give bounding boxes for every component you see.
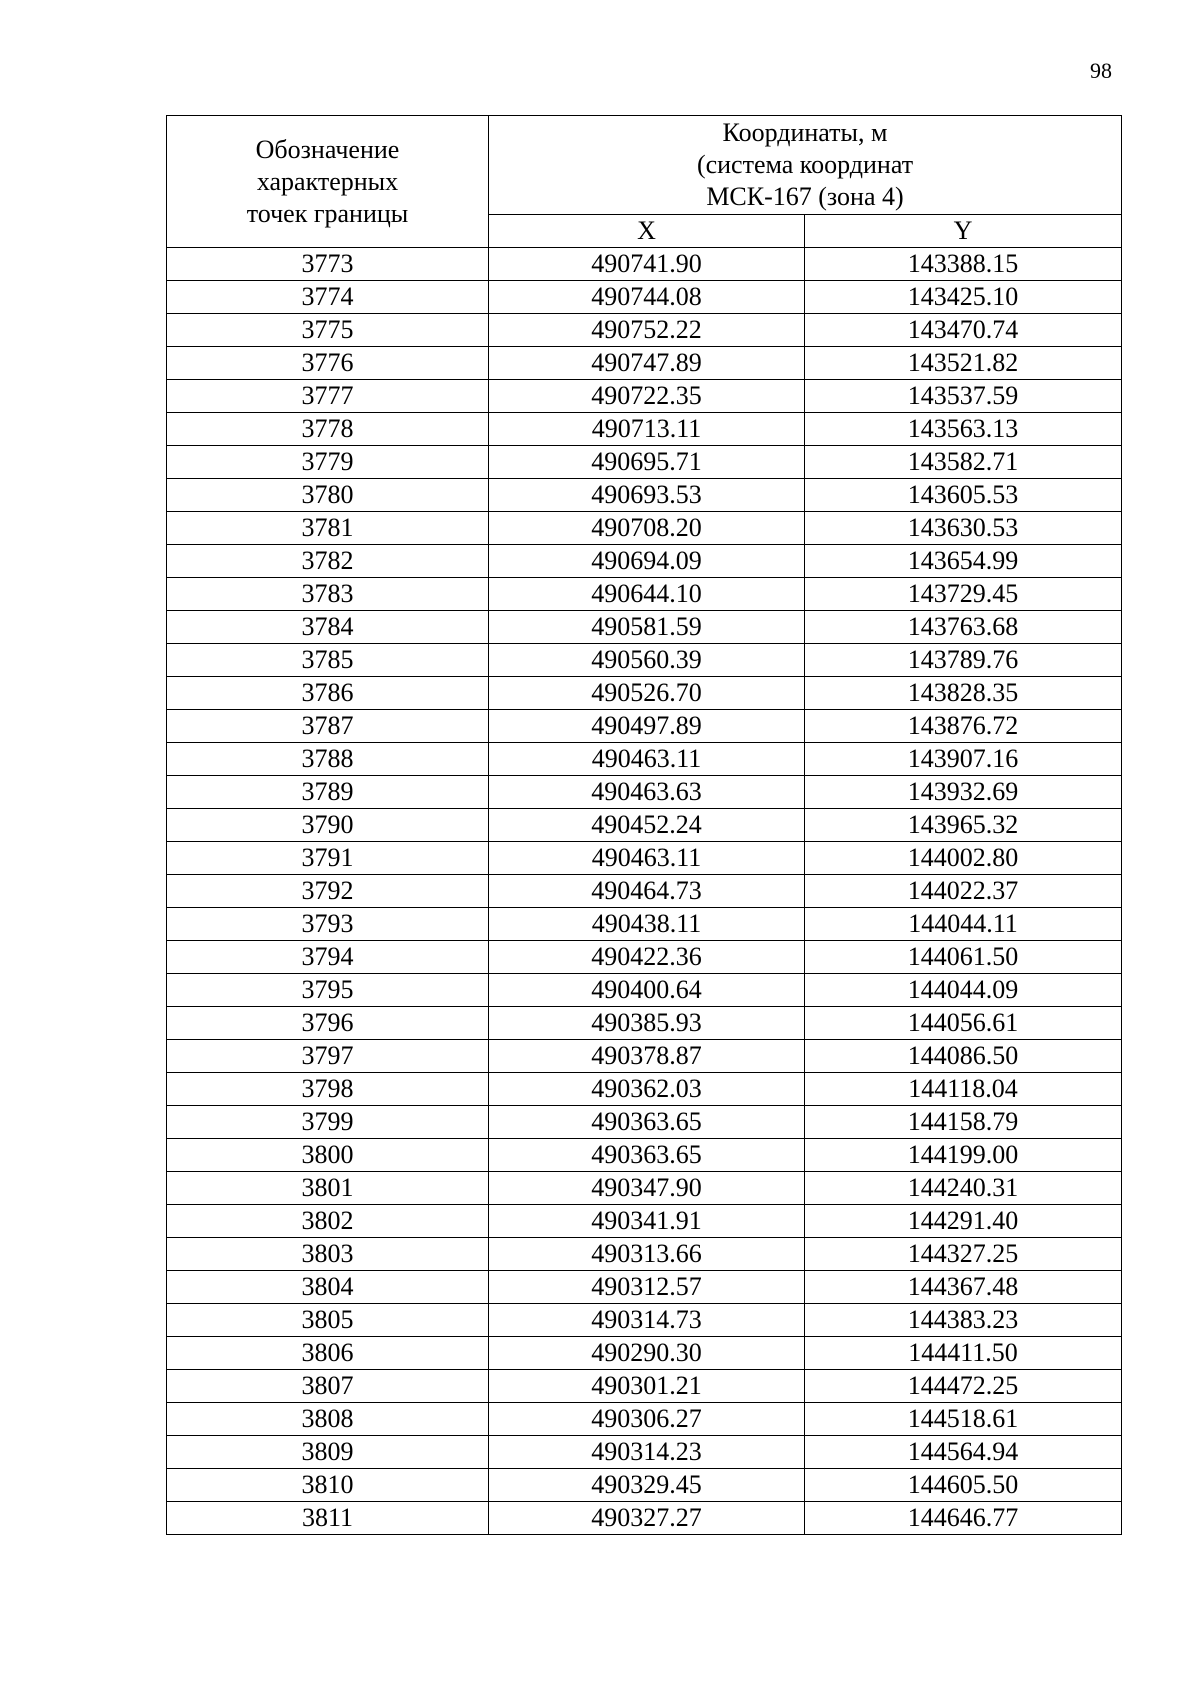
y-coordinate-cell: 143965.32 <box>805 809 1122 842</box>
page-number: 98 <box>1090 58 1112 83</box>
table-header <box>167 116 1122 248</box>
table-row <box>167 1205 1122 1238</box>
point-id-cell: 3777 <box>167 380 489 413</box>
y-coordinate-cell: 143907.16 <box>805 743 1122 776</box>
x-coordinate-cell: 490341.91 <box>489 1205 805 1238</box>
x-coordinate-cell: 490313.66 <box>489 1238 805 1271</box>
table-row <box>167 314 1122 347</box>
point-id-cell: 3806 <box>167 1337 489 1370</box>
y-coordinate-cell: 143537.59 <box>805 380 1122 413</box>
x-coordinate-cell: 490301.21 <box>489 1370 805 1403</box>
table-row <box>167 545 1122 578</box>
x-coordinate-cell: 490747.89 <box>489 347 805 380</box>
y-coordinate-cell: 144061.50 <box>805 941 1122 974</box>
table-row <box>167 1172 1122 1205</box>
point-id-cell: 3779 <box>167 446 489 479</box>
x-coordinate-cell: 490363.65 <box>489 1106 805 1139</box>
point-designation-header-label: Обозначение характерных точек границы <box>246 134 409 228</box>
x-coordinate-cell: 490422.36 <box>489 941 805 974</box>
table-row <box>167 1469 1122 1502</box>
table-row <box>167 776 1122 809</box>
point-id-cell: 3787 <box>167 710 489 743</box>
y-coordinate-cell: 144411.50 <box>805 1337 1122 1370</box>
table-row <box>167 413 1122 446</box>
point-id-cell: 3788 <box>167 743 489 776</box>
point-id-cell: 3807 <box>167 1370 489 1403</box>
x-coordinate-cell: 490526.70 <box>489 677 805 710</box>
x-coordinate-cell: 490378.87 <box>489 1040 805 1073</box>
y-coordinate-cell: 143605.53 <box>805 479 1122 512</box>
x-coordinate-cell: 490306.27 <box>489 1403 805 1436</box>
point-id-cell: 3781 <box>167 512 489 545</box>
table-row <box>167 644 1122 677</box>
x-coordinate-cell: 490744.08 <box>489 281 805 314</box>
x-coordinate-cell: 490741.90 <box>489 248 805 281</box>
y-coordinate-cell: 143563.13 <box>805 413 1122 446</box>
y-coordinate-cell: 144022.37 <box>805 875 1122 908</box>
table-row <box>167 281 1122 314</box>
x-coordinate-cell: 490400.64 <box>489 974 805 1007</box>
x-coordinate-cell: 490695.71 <box>489 446 805 479</box>
table-row <box>167 380 1122 413</box>
y-coordinate-cell: 144118.04 <box>805 1073 1122 1106</box>
point-id-cell: 3809 <box>167 1436 489 1469</box>
x-coordinate-cell: 490581.59 <box>489 611 805 644</box>
table-row <box>167 1040 1122 1073</box>
y-coordinate-cell: 144646.77 <box>805 1502 1122 1535</box>
table-row <box>167 248 1122 281</box>
y-coordinate-cell: 144518.61 <box>805 1403 1122 1436</box>
y-coordinate-cell: 144158.79 <box>805 1106 1122 1139</box>
point-id-cell: 3797 <box>167 1040 489 1073</box>
y-coordinate-cell: 144044.09 <box>805 974 1122 1007</box>
y-coordinate-cell: 144086.50 <box>805 1040 1122 1073</box>
x-coordinate-cell: 490314.23 <box>489 1436 805 1469</box>
point-id-cell: 3791 <box>167 842 489 875</box>
table-row <box>167 611 1122 644</box>
point-id-cell: 3789 <box>167 776 489 809</box>
y-coordinate-cell: 143388.15 <box>805 248 1122 281</box>
point-id-cell: 3780 <box>167 479 489 512</box>
point-designation-header <box>167 116 489 248</box>
point-id-cell: 3795 <box>167 974 489 1007</box>
point-id-cell: 3785 <box>167 644 489 677</box>
point-id-cell: 3802 <box>167 1205 489 1238</box>
x-coordinate-cell: 490347.90 <box>489 1172 805 1205</box>
point-id-cell: 3794 <box>167 941 489 974</box>
table-row <box>167 842 1122 875</box>
y-coordinate-cell: 144367.48 <box>805 1271 1122 1304</box>
table-row <box>167 1337 1122 1370</box>
point-id-cell: 3804 <box>167 1271 489 1304</box>
table-row <box>167 1139 1122 1172</box>
y-coordinate-cell: 144383.23 <box>805 1304 1122 1337</box>
y-coordinate-cell: 143763.68 <box>805 611 1122 644</box>
point-id-cell: 3783 <box>167 578 489 611</box>
x-coordinate-cell: 490362.03 <box>489 1073 805 1106</box>
x-coordinate-cell: 490644.10 <box>489 578 805 611</box>
table-row <box>167 710 1122 743</box>
table-row <box>167 446 1122 479</box>
point-id-cell: 3773 <box>167 248 489 281</box>
y-coordinate-cell: 143582.71 <box>805 446 1122 479</box>
y-coordinate-cell: 144291.40 <box>805 1205 1122 1238</box>
point-id-cell: 3790 <box>167 809 489 842</box>
point-id-cell: 3803 <box>167 1238 489 1271</box>
x-coordinate-cell: 490708.20 <box>489 512 805 545</box>
x-column-header: X <box>489 215 805 248</box>
y-coordinate-cell: 144240.31 <box>805 1172 1122 1205</box>
y-coordinate-cell: 144199.00 <box>805 1139 1122 1172</box>
x-coordinate-cell: 490713.11 <box>489 413 805 446</box>
y-coordinate-cell: 144327.25 <box>805 1238 1122 1271</box>
table-row <box>167 1403 1122 1436</box>
point-id-cell: 3799 <box>167 1106 489 1139</box>
table-row <box>167 677 1122 710</box>
table-row <box>167 512 1122 545</box>
y-coordinate-cell: 143521.82 <box>805 347 1122 380</box>
x-coordinate-cell: 490312.57 <box>489 1271 805 1304</box>
table-row <box>167 1073 1122 1106</box>
table-row <box>167 908 1122 941</box>
point-id-cell: 3792 <box>167 875 489 908</box>
point-id-cell: 3805 <box>167 1304 489 1337</box>
y-coordinate-cell: 144605.50 <box>805 1469 1122 1502</box>
point-id-cell: 3793 <box>167 908 489 941</box>
point-id-cell: 3811 <box>167 1502 489 1535</box>
point-id-cell: 3784 <box>167 611 489 644</box>
x-coordinate-cell: 490722.35 <box>489 380 805 413</box>
y-coordinate-cell: 144044.11 <box>805 908 1122 941</box>
coordinates-header-label: Координаты, м (система координат МСК-167 (зона 4) <box>696 118 914 211</box>
y-coordinate-cell: 143876.72 <box>805 710 1122 743</box>
point-id-cell: 3796 <box>167 1007 489 1040</box>
table-row <box>167 941 1122 974</box>
point-id-cell: 3774 <box>167 281 489 314</box>
table-row <box>167 1007 1122 1040</box>
table-body <box>167 248 1122 1535</box>
table-row <box>167 974 1122 1007</box>
y-coordinate-cell: 143470.74 <box>805 314 1122 347</box>
x-coordinate-cell: 490290.30 <box>489 1337 805 1370</box>
table-row <box>167 1436 1122 1469</box>
point-id-cell: 3782 <box>167 545 489 578</box>
point-id-cell: 3775 <box>167 314 489 347</box>
point-id-cell: 3801 <box>167 1172 489 1205</box>
x-coordinate-cell: 490464.73 <box>489 875 805 908</box>
y-column-header: Y <box>805 215 1122 248</box>
table-row <box>167 1271 1122 1304</box>
point-id-cell: 3798 <box>167 1073 489 1106</box>
x-coordinate-cell: 490497.89 <box>489 710 805 743</box>
table-row <box>167 1304 1122 1337</box>
table-row <box>167 1106 1122 1139</box>
table-row <box>167 875 1122 908</box>
x-coordinate-cell: 490463.11 <box>489 743 805 776</box>
y-coordinate-cell: 143828.35 <box>805 677 1122 710</box>
point-id-cell: 3776 <box>167 347 489 380</box>
x-coordinate-cell: 490452.24 <box>489 809 805 842</box>
point-id-cell: 3808 <box>167 1403 489 1436</box>
point-id-cell: 3778 <box>167 413 489 446</box>
x-coordinate-cell: 490438.11 <box>489 908 805 941</box>
x-coordinate-cell: 490385.93 <box>489 1007 805 1040</box>
y-coordinate-cell: 144056.61 <box>805 1007 1122 1040</box>
x-coordinate-cell: 490693.53 <box>489 479 805 512</box>
point-id-cell: 3786 <box>167 677 489 710</box>
x-coordinate-cell: 490329.45 <box>489 1469 805 1502</box>
coordinates-header <box>489 116 1122 215</box>
y-coordinate-cell: 144002.80 <box>805 842 1122 875</box>
table-row <box>167 479 1122 512</box>
table-row <box>167 1238 1122 1271</box>
table-row <box>167 743 1122 776</box>
x-coordinate-cell: 490463.11 <box>489 842 805 875</box>
table-row <box>167 809 1122 842</box>
y-coordinate-cell: 143932.69 <box>805 776 1122 809</box>
y-coordinate-cell: 143729.45 <box>805 578 1122 611</box>
x-coordinate-cell: 490314.73 <box>489 1304 805 1337</box>
x-coordinate-cell: 490752.22 <box>489 314 805 347</box>
table-row <box>167 1502 1122 1535</box>
y-coordinate-cell: 144564.94 <box>805 1436 1122 1469</box>
table-row <box>167 1370 1122 1403</box>
y-coordinate-cell: 143630.53 <box>805 512 1122 545</box>
y-coordinate-cell: 143654.99 <box>805 545 1122 578</box>
x-coordinate-cell: 490694.09 <box>489 545 805 578</box>
point-id-cell: 3810 <box>167 1469 489 1502</box>
table-row <box>167 578 1122 611</box>
x-coordinate-cell: 490560.39 <box>489 644 805 677</box>
y-coordinate-cell: 144472.25 <box>805 1370 1122 1403</box>
x-coordinate-cell: 490363.65 <box>489 1139 805 1172</box>
table-row <box>167 347 1122 380</box>
x-coordinate-cell: 490327.27 <box>489 1502 805 1535</box>
x-coordinate-cell: 490463.63 <box>489 776 805 809</box>
point-id-cell: 3800 <box>167 1139 489 1172</box>
coordinates-table <box>166 115 1122 1535</box>
y-coordinate-cell: 143425.10 <box>805 281 1122 314</box>
y-coordinate-cell: 143789.76 <box>805 644 1122 677</box>
